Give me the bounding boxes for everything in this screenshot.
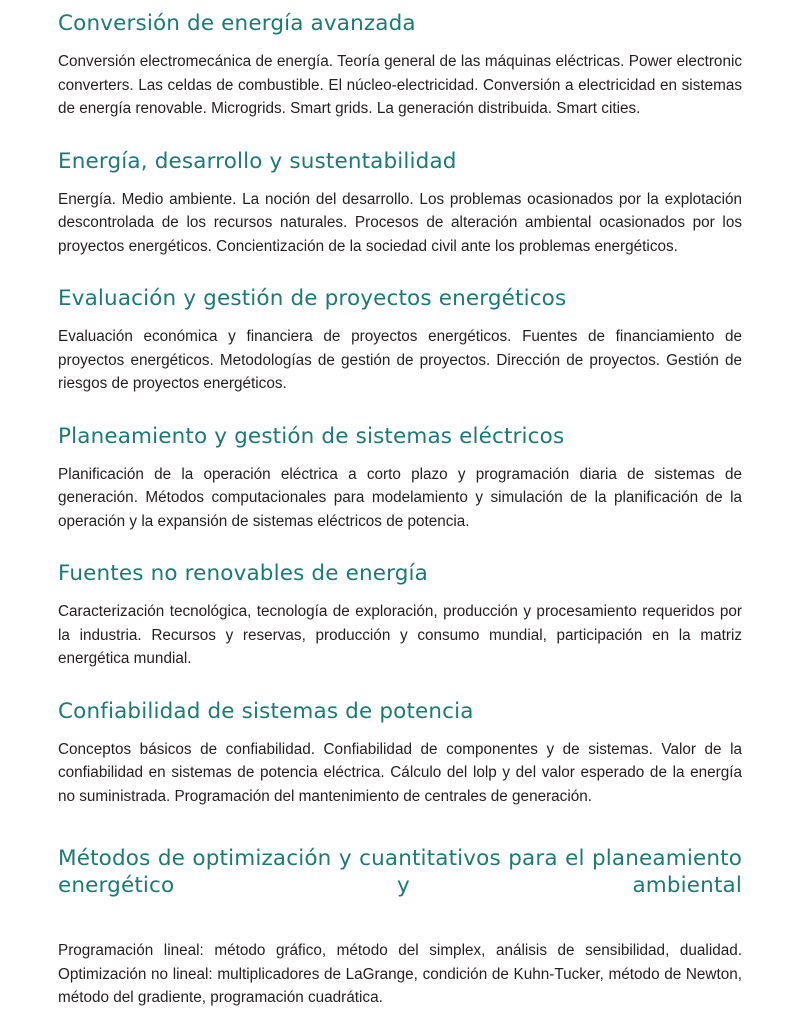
section-heading: Métodos de optimización y cuantitativos para el planeamiento energético y ambiental <box>58 846 742 898</box>
document-page <box>0 10 800 1006</box>
section-body: Programación lineal: método gráfico, método del simplex, análisis de sensibilidad, dualidad. Optimización no lineal: multiplicadores de LaGrange, condición de Kuhn-Tucker, método de Newton, método del gradiente, programación cuadrática. <box>58 942 742 1006</box>
section-heading: Energía, desarrollo y sustentabilidad <box>58 148 457 174</box>
document-content <box>58 10 742 1010</box>
course-section <box>58 698 742 809</box>
section-body: Planificación de la operación eléctrica a corto plazo y programación diaria de sistemas de generación. Métodos computacionales para modelamiento y simulación de la planificación de la operación y la expansión de sistemas eléctricos de potencia. <box>58 465 742 530</box>
course-section <box>58 845 742 1010</box>
section-heading: Confiabilidad de sistemas de potencia <box>58 698 474 724</box>
section-body: Evaluación económica y financiera de proyectos energéticos. Fuentes de financiamiento de proyectos energéticos. Metodologías de gestión de proyectos. Dirección de proyectos. Gestión de riesgos de proyectos energéticos. <box>58 328 742 392</box>
section-body: Energía. Medio ambiente. La noción del desarrollo. Los problemas ocasionados por la explotación descontrolada de los recursos naturales. Procesos de alteración ambiental ocasionados por los proyectos energéticos. Concientización de la sociedad civil ante los problemas energéticos. <box>58 190 742 255</box>
course-section <box>58 423 742 534</box>
section-heading: Conversión de energía avanzada <box>58 11 416 36</box>
course-section <box>58 10 742 121</box>
section-body: Caracterización tecnológica, tecnología de exploración, producción y procesamiento requeridos por la industria. Recursos y reservas, producción y consumo mundial, participación en la matriz energética mundial. <box>58 603 742 667</box>
section-body: Conceptos básicos de confiabilidad. Confiabilidad de componentes y de sistemas. Valor de la confiabilidad en sistemas de potencia eléctrica. Cálculo del lolp y del valor esperado de la energía no suministrada. Programación del mantenimiento de centrales de generación. <box>58 740 742 805</box>
course-section <box>58 148 742 259</box>
course-section <box>58 285 742 396</box>
section-heading: Fuentes no renovables de energía <box>58 561 428 586</box>
section-heading: Planeamiento y gestión de sistemas eléctricos <box>58 423 565 449</box>
section-body: Conversión electromecánica de energía. Teoría general de las máquinas eléctricas. Power electronic converters. Las celdas de combustible. El núcleo-electricidad. Conversión a electricidad en sistemas de energía renovable. Microgrids. Smart grids. La generación distribuida. Smart cities. <box>58 53 742 117</box>
section-heading: Evaluación y gestión de proyectos energéticos <box>58 286 567 311</box>
course-section <box>58 560 742 671</box>
